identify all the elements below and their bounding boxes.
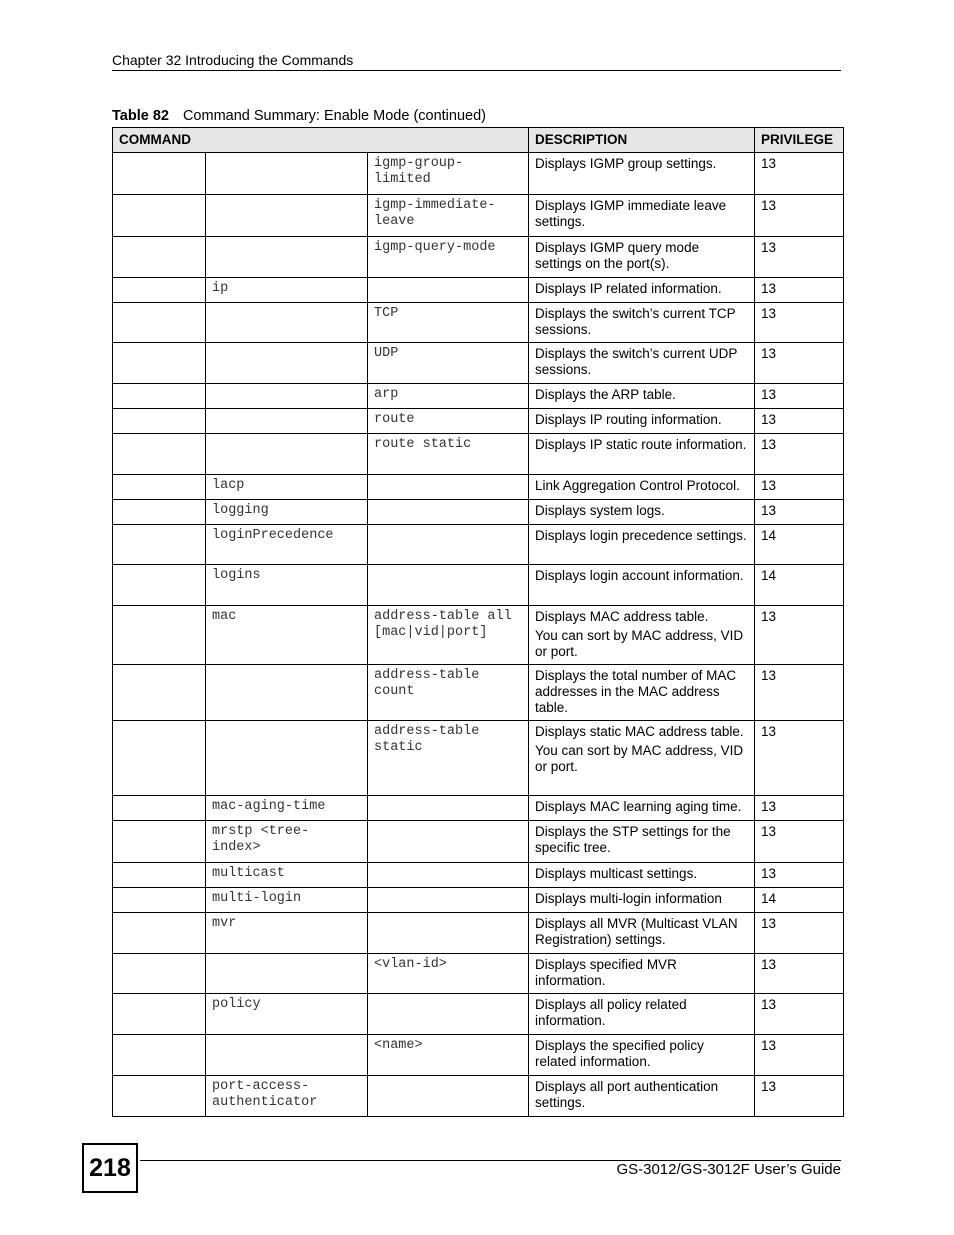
command-c3: <name> <box>368 1035 529 1076</box>
description-text: Displays multicast settings. <box>535 866 698 881</box>
privilege-cell: 13 <box>755 409 844 434</box>
page-number: 218 <box>82 1143 138 1193</box>
header-command: COMMAND <box>113 128 529 153</box>
description-text: You can sort by MAC address, VID or port. <box>535 743 744 774</box>
table-row <box>113 821 844 863</box>
description-cell <box>529 384 755 409</box>
command-c1 <box>113 954 206 994</box>
command-c2 <box>206 153 368 195</box>
command-c3 <box>368 796 529 821</box>
command-c1 <box>113 303 206 343</box>
privilege-cell: 13 <box>755 1076 844 1117</box>
privilege-cell: 13 <box>755 500 844 525</box>
privilege-cell: 13 <box>755 796 844 821</box>
command-c2: policy <box>206 994 368 1035</box>
description-cell <box>529 409 755 434</box>
description-text: You can sort by MAC address, VID or port. <box>535 628 744 659</box>
command-c1 <box>113 409 206 434</box>
description-cell <box>529 475 755 500</box>
command-c2 <box>206 237 368 278</box>
command-c2: logging <box>206 500 368 525</box>
description-text: Displays IGMP immediate leave settings. <box>535 198 727 229</box>
command-c3 <box>368 525 529 565</box>
command-c2: mac <box>206 606 368 665</box>
privilege-cell: 13 <box>755 303 844 343</box>
description-text: Displays the STP settings for the specific tree. <box>535 824 731 855</box>
description-cell <box>529 500 755 525</box>
description-cell <box>529 525 755 565</box>
description-text: Displays static MAC address table. <box>535 724 744 739</box>
command-c1 <box>113 796 206 821</box>
privilege-cell: 13 <box>755 153 844 195</box>
table-row <box>113 863 844 888</box>
description-text: Displays the specified policy related information. <box>535 1038 704 1069</box>
command-c1 <box>113 500 206 525</box>
table-row <box>113 606 844 665</box>
description-cell <box>529 237 755 278</box>
command-c3: route <box>368 409 529 434</box>
privilege-cell: 13 <box>755 1035 844 1076</box>
privilege-cell: 13 <box>755 434 844 475</box>
command-c1 <box>113 1076 206 1117</box>
command-c2: lacp <box>206 475 368 500</box>
description-text: Displays the total number of MAC addresses in the MAC address table. <box>535 668 737 715</box>
command-c1 <box>113 994 206 1035</box>
description-text: Displays IP routing information. <box>535 412 722 427</box>
description-cell <box>529 565 755 606</box>
command-c2: mac-aging-time <box>206 796 368 821</box>
description-text: Displays MAC address table. <box>535 609 709 624</box>
command-c1 <box>113 475 206 500</box>
description-text: Displays the ARP table. <box>535 387 676 402</box>
command-c2 <box>206 343 368 384</box>
command-c1 <box>113 863 206 888</box>
command-c1 <box>113 153 206 195</box>
description-text: Displays all policy related information. <box>535 997 687 1028</box>
privilege-cell: 13 <box>755 343 844 384</box>
command-c3 <box>368 1076 529 1117</box>
description-cell <box>529 1076 755 1117</box>
command-c1 <box>113 606 206 665</box>
command-c2: logins <box>206 565 368 606</box>
command-c1 <box>113 721 206 796</box>
command-c2 <box>206 665 368 721</box>
command-c2: mrstp <tree- index> <box>206 821 368 863</box>
table-caption-label: Table 82 <box>112 108 169 124</box>
privilege-cell: 13 <box>755 863 844 888</box>
command-c2 <box>206 721 368 796</box>
description-cell <box>529 994 755 1035</box>
description-text: Displays specified MVR information. <box>535 957 677 988</box>
privilege-cell: 14 <box>755 565 844 606</box>
table-header-row <box>113 128 844 153</box>
privilege-cell: 13 <box>755 821 844 863</box>
description-text: Displays login account information. <box>535 568 744 583</box>
command-c2 <box>206 303 368 343</box>
description-cell <box>529 888 755 913</box>
table-row <box>113 721 844 796</box>
description-cell <box>529 343 755 384</box>
privilege-cell: 14 <box>755 525 844 565</box>
command-c3 <box>368 863 529 888</box>
command-c2 <box>206 384 368 409</box>
command-c1 <box>113 888 206 913</box>
description-cell <box>529 913 755 954</box>
command-c1 <box>113 434 206 475</box>
description-cell <box>529 153 755 195</box>
description-cell <box>529 606 755 665</box>
description-text: Displays the switch’s current UDP sessions. <box>535 346 738 377</box>
table-row <box>113 954 844 994</box>
description-cell <box>529 1035 755 1076</box>
table-row <box>113 994 844 1035</box>
description-text: Displays the switch’s current TCP sessions. <box>535 306 736 337</box>
description-text: Displays multi-login information <box>535 891 722 906</box>
table-row <box>113 665 844 721</box>
command-c3 <box>368 913 529 954</box>
description-cell <box>529 721 755 796</box>
command-c2: loginPrecedence <box>206 525 368 565</box>
description-cell <box>529 821 755 863</box>
privilege-cell: 13 <box>755 475 844 500</box>
command-c3 <box>368 475 529 500</box>
command-c3: address-table all [mac|vid|port] <box>368 606 529 665</box>
description-text: Displays system logs. <box>535 503 665 518</box>
description-cell <box>529 434 755 475</box>
command-c1 <box>113 278 206 303</box>
table-row <box>113 565 844 606</box>
description-cell <box>529 665 755 721</box>
command-c3: address-table count <box>368 665 529 721</box>
command-c1 <box>113 821 206 863</box>
description-cell <box>529 303 755 343</box>
command-c2 <box>206 409 368 434</box>
description-cell <box>529 954 755 994</box>
command-c3: <vlan-id> <box>368 954 529 994</box>
table-caption <box>112 108 486 124</box>
privilege-cell: 13 <box>755 606 844 665</box>
table-row <box>113 303 844 343</box>
command-c3 <box>368 994 529 1035</box>
description-text: Displays MAC learning aging time. <box>535 799 742 814</box>
table-caption-text: Command Summary: Enable Mode (continued) <box>182 108 486 124</box>
command-c1 <box>113 525 206 565</box>
table-row <box>113 343 844 384</box>
table-row <box>113 888 844 913</box>
command-c2 <box>206 954 368 994</box>
privilege-cell: 13 <box>755 278 844 303</box>
table-row <box>113 434 844 475</box>
command-c3: UDP <box>368 343 529 384</box>
command-c3 <box>368 565 529 606</box>
command-c2 <box>206 1035 368 1076</box>
command-c1 <box>113 237 206 278</box>
privilege-cell: 13 <box>755 913 844 954</box>
table-row <box>113 1076 844 1117</box>
command-c2: mvr <box>206 913 368 954</box>
command-c2 <box>206 434 368 475</box>
command-c3: TCP <box>368 303 529 343</box>
description-text: Displays all port authentication settings. <box>535 1079 719 1110</box>
description-text: Displays IGMP query mode settings on the port(s). <box>535 240 700 271</box>
command-c1 <box>113 913 206 954</box>
table-row <box>113 913 844 954</box>
table-row <box>113 153 844 195</box>
privilege-cell: 13 <box>755 994 844 1035</box>
description-text: Displays IP related information. <box>535 281 722 296</box>
command-c3: arp <box>368 384 529 409</box>
table-body <box>113 153 844 1117</box>
command-c2: multi-login <box>206 888 368 913</box>
description-cell <box>529 278 755 303</box>
command-c3: route static <box>368 434 529 475</box>
privilege-cell: 14 <box>755 888 844 913</box>
description-cell <box>529 195 755 237</box>
table-row <box>113 500 844 525</box>
command-summary-table <box>112 127 844 1117</box>
command-c1 <box>113 665 206 721</box>
guide-title: GS-3012/GS-3012F User’s Guide <box>616 1161 841 1178</box>
chapter-header: Chapter 32 Introducing the Commands <box>112 52 841 71</box>
description-cell <box>529 863 755 888</box>
command-c3 <box>368 888 529 913</box>
table-row <box>113 278 844 303</box>
command-c3: igmp-query-mode <box>368 237 529 278</box>
description-text: Displays IGMP group settings. <box>535 156 717 171</box>
command-c3: igmp-immediate- leave <box>368 195 529 237</box>
description-cell <box>529 796 755 821</box>
command-c1 <box>113 343 206 384</box>
table-row <box>113 525 844 565</box>
command-c2: port-access- authenticator <box>206 1076 368 1117</box>
table-row <box>113 409 844 434</box>
command-c3 <box>368 500 529 525</box>
description-text: Link Aggregation Control Protocol. <box>535 478 740 493</box>
table-row <box>113 475 844 500</box>
table-row <box>113 195 844 237</box>
privilege-cell: 13 <box>755 954 844 994</box>
privilege-cell: 13 <box>755 195 844 237</box>
description-text: Displays IP static route information. <box>535 437 747 452</box>
command-c3: address-table static <box>368 721 529 796</box>
command-c1 <box>113 565 206 606</box>
command-c2: multicast <box>206 863 368 888</box>
table-row <box>113 796 844 821</box>
table-row <box>113 237 844 278</box>
command-c1 <box>113 195 206 237</box>
command-c3 <box>368 821 529 863</box>
table-row <box>113 1035 844 1076</box>
description-text: Displays login precedence settings. <box>535 528 747 543</box>
table-row <box>113 384 844 409</box>
command-c2 <box>206 195 368 237</box>
command-c1 <box>113 1035 206 1076</box>
privilege-cell: 13 <box>755 721 844 796</box>
command-c3 <box>368 278 529 303</box>
privilege-cell: 13 <box>755 665 844 721</box>
privilege-cell: 13 <box>755 384 844 409</box>
command-c2: ip <box>206 278 368 303</box>
command-c3: igmp-group- limited <box>368 153 529 195</box>
command-c1 <box>113 384 206 409</box>
privilege-cell: 13 <box>755 237 844 278</box>
header-description: DESCRIPTION <box>529 128 755 153</box>
description-text: Displays all MVR (Multicast VLAN Registration) settings. <box>535 916 738 947</box>
header-privilege: PRIVILEGE <box>755 128 844 153</box>
